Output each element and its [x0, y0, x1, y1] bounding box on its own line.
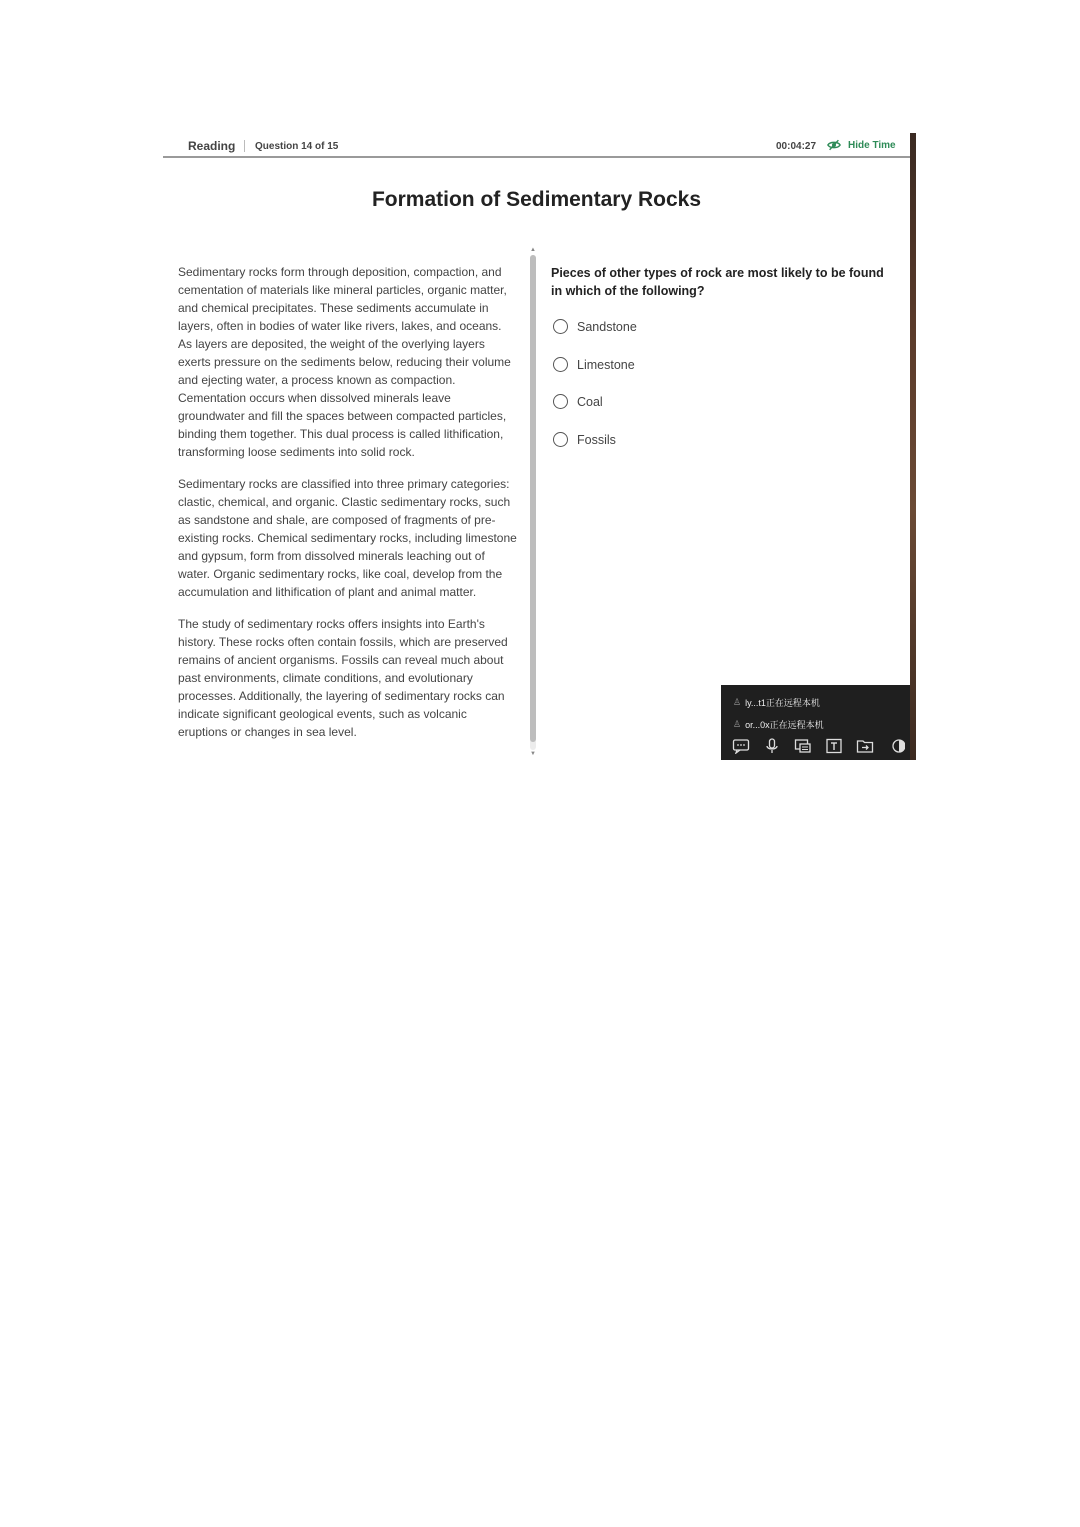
passage-paragraph: Sedimentary rocks form through deposition, compaction, and cementation of materials like mineral particles, organic matter, and chemical precipitates. These sediments accumulate in layers, often in bodies of water like rivers, lakes, and oceans. As layers are deposited, the weight of the overlying layers exerts pressure on the sediments below, reducing their volume and ejecting water, a process known as compaction. Cementation occurs when dissolved minerals leave groundwater and fill the spaces between compacted particles, binding them together. This dual process is called lithification, transforming loose sediments into solid rock. — [178, 265, 511, 459]
question-counter: Question 14 of 15 — [255, 141, 339, 152]
remote-toolbar — [731, 737, 906, 755]
answer-option-label: Fossils — [577, 432, 616, 447]
eye-slash-icon — [827, 138, 841, 152]
header-bar — [163, 133, 910, 158]
scroll-down-arrow-icon[interactable]: ▼ — [530, 751, 536, 757]
file-transfer-icon[interactable] — [855, 738, 875, 754]
question-prompt: Pieces of other types of rock are most likely to be found in which of the following? — [551, 266, 884, 298]
passage-paragraph: Sedimentary rocks are classified into three primary categories: clastic, chemical, and organic. Clastic sedimentary rocks, such as sandstone and shale, are composed of fragments of pre-existing rocks. Chemical sedimentary rocks, including limestone and gypsum, form from dissolved minerals leaching out of water. Organic sedimentary rocks, like coal, develop from the accumulation and lithification of plant and animal matter. — [178, 477, 517, 599]
answer-option-coal[interactable] — [553, 394, 603, 409]
remote-control-panel — [721, 685, 910, 760]
remote-keyboard-icon[interactable] — [793, 738, 813, 754]
hide-time-button[interactable] — [827, 138, 896, 152]
answer-option-label: Limestone — [577, 357, 635, 372]
remote-user-row — [733, 718, 824, 731]
answer-option-limestone[interactable] — [553, 357, 635, 372]
timer: 00:04:27 — [776, 141, 817, 152]
radio-button[interactable] — [553, 432, 568, 447]
scroll-thumb[interactable] — [530, 255, 536, 742]
remote-user-status: or...0x正在远程本机 — [745, 720, 824, 730]
passage-scrollbar[interactable] — [529, 247, 537, 759]
microphone-icon[interactable] — [762, 738, 782, 754]
person-icon: ♙ — [733, 697, 742, 707]
remote-user-status: ly...t1正在远程本机 — [745, 698, 820, 708]
answer-option-fossils[interactable] — [553, 432, 616, 447]
radio-button[interactable] — [553, 319, 568, 334]
answer-option-label: Sandstone — [577, 319, 637, 334]
chat-icon[interactable] — [731, 738, 751, 754]
scroll-up-arrow-icon[interactable]: ▲ — [530, 247, 536, 253]
test-window — [163, 133, 916, 760]
text-icon[interactable] — [824, 738, 844, 754]
person-icon: ♙ — [733, 719, 742, 729]
remote-user-row — [733, 696, 820, 709]
header-divider — [244, 140, 245, 152]
answer-option-sandstone[interactable] — [553, 319, 637, 334]
scroll-track[interactable] — [530, 255, 536, 750]
more-icon[interactable] — [886, 738, 906, 754]
radio-button[interactable] — [553, 357, 568, 372]
passage-title: Formation of Sedimentary Rocks — [371, 188, 702, 211]
section-label: Reading — [188, 139, 236, 153]
passage-text — [178, 263, 518, 755]
background-window-edge — [910, 133, 916, 760]
answer-option-label: Coal — [577, 394, 603, 409]
hide-time-label: Hide Time — [848, 139, 896, 151]
radio-button[interactable] — [553, 394, 568, 409]
passage-paragraph: The study of sedimentary rocks offers insights into Earth's history. These rocks often contain fossils, which are preserved remains of ancient organisms. Fossils can reveal much about past environments, climate conditions, and evolutionary processes. Additionally, the layering of sedimentary rocks can indicate significant geological events, such as volcanic eruptions or changes in sea level. — [178, 617, 508, 739]
